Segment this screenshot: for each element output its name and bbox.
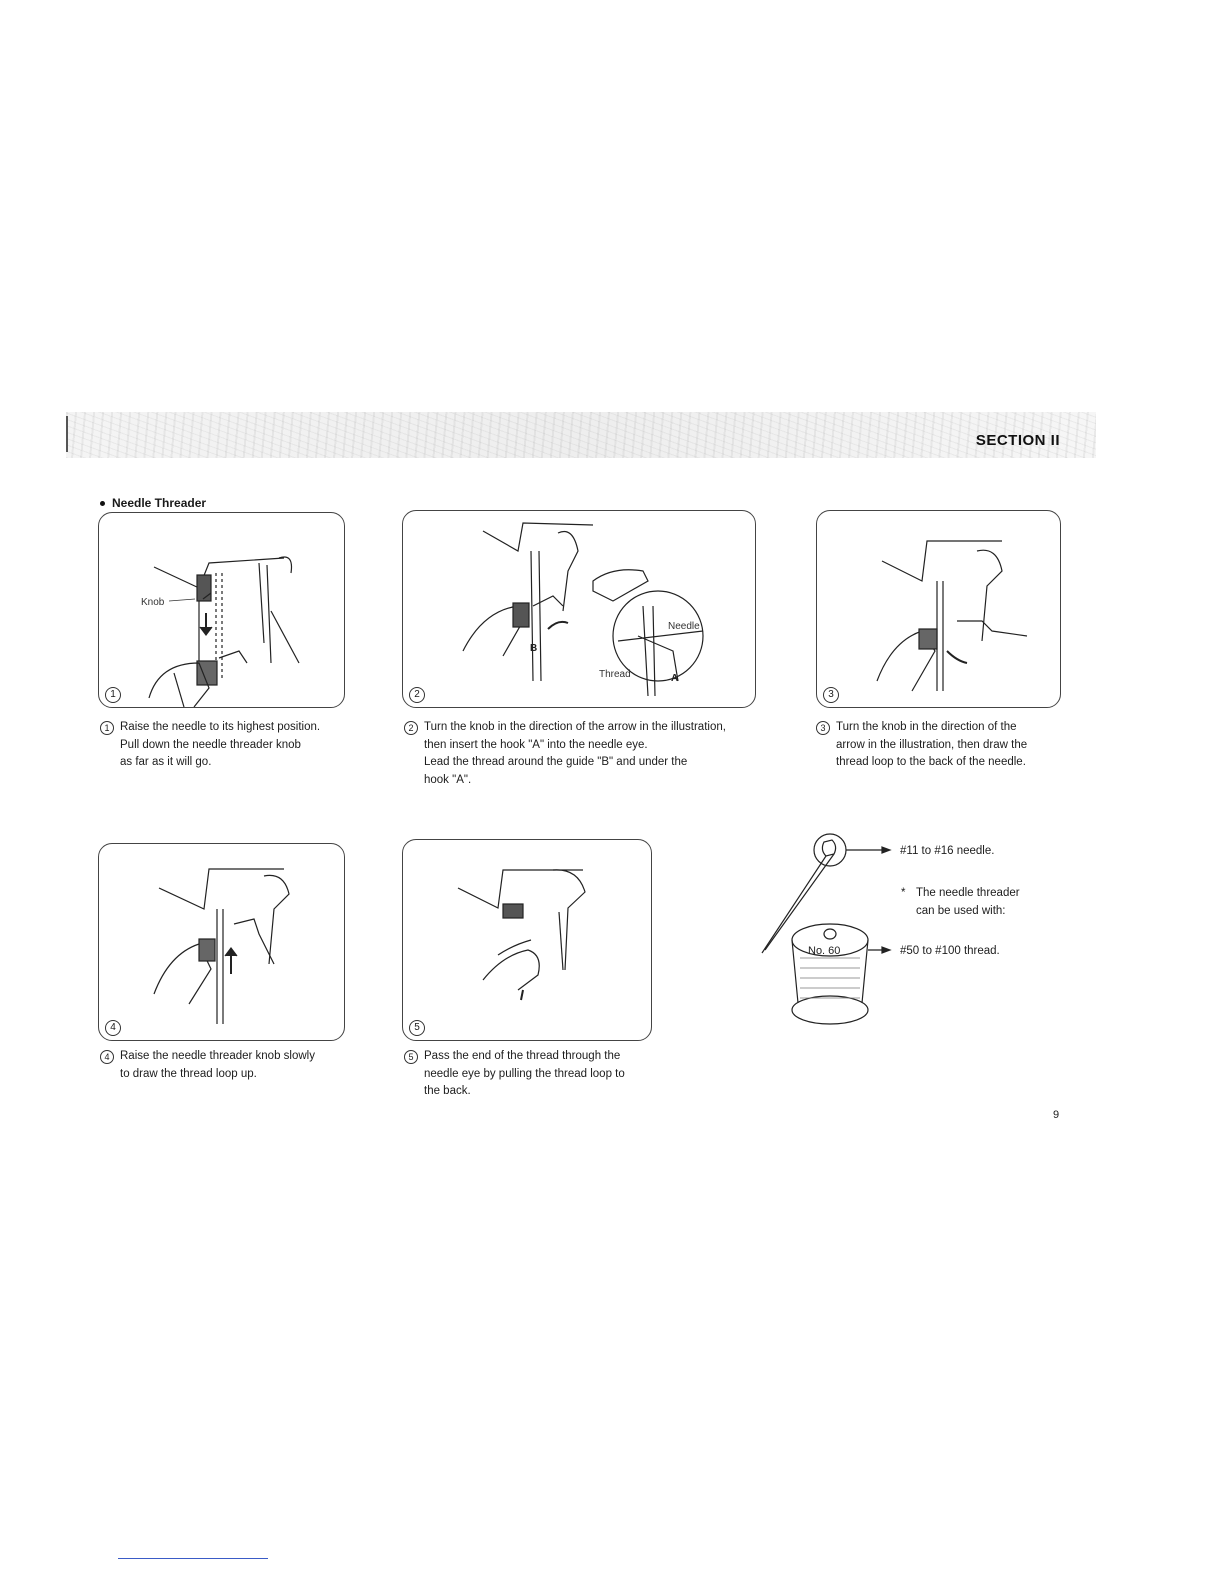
section-title: SECTION II <box>975 432 1060 449</box>
caption-1-number: 1 <box>100 721 114 735</box>
step-5-badge: 5 <box>409 1020 425 1036</box>
step-3-drawing <box>817 511 1060 707</box>
needle-size-note: #11 to #16 needle. <box>900 845 995 857</box>
step-3-badge: 3 <box>823 687 839 703</box>
asterisk-mark: * <box>901 887 906 899</box>
caption-5-number: 5 <box>404 1050 418 1064</box>
page-number: 9 <box>1053 1109 1060 1121</box>
caption-4-line-2: to draw the thread loop up. <box>120 1067 257 1080</box>
step-4-drawing <box>99 844 344 1040</box>
caption-5-line-2: needle eye by pulling the thread loop to <box>424 1067 625 1080</box>
caption-step-5 <box>404 1048 654 1101</box>
caption-5-line-1: Pass the end of the thread through the <box>424 1050 621 1062</box>
illustration-step-5 <box>402 839 652 1041</box>
illustration-step-4 <box>98 843 345 1041</box>
needle-spool-illustration <box>750 828 900 1033</box>
caption-2-line-4: hook "A". <box>424 773 472 786</box>
step-1-badge: 1 <box>105 687 121 703</box>
caption-2-number: 2 <box>404 721 418 735</box>
knob-callout: Knob <box>141 597 165 608</box>
caption-4-line-1: Raise the needle threader knob slowly <box>120 1050 315 1062</box>
caption-2-line-3: Lead the thread around the guide "B" and under the <box>424 756 688 768</box>
caption-step-4 <box>100 1048 350 1083</box>
needle-eye-circle <box>814 834 846 866</box>
caption-2-line-1: Turn the knob in the direction of the arrow in the illustration, <box>424 721 726 733</box>
caption-1-line-1: Raise the needle to its highest position. <box>120 721 321 733</box>
bullet-icon <box>100 501 105 506</box>
step-1-drawing <box>99 513 344 707</box>
caption-1-line-2: Pull down the needle threader knob <box>120 738 301 751</box>
section-header-band <box>66 412 1096 458</box>
illustration-step-1 <box>98 512 345 708</box>
illustration-step-2 <box>402 510 756 708</box>
header-edge-mark <box>66 416 68 452</box>
caption-5-line-3: the back. <box>424 1085 471 1097</box>
thread-callout: Thread <box>599 669 631 680</box>
hook-a-callout: A <box>671 673 679 684</box>
step-5-drawing <box>403 840 651 1040</box>
caption-step-2 <box>404 719 758 789</box>
caption-3-number: 3 <box>816 721 830 735</box>
guide-b-callout: B <box>530 643 538 654</box>
threader-note-line-1: The needle threader <box>916 887 1020 899</box>
heading-text: Needle Threader <box>112 496 207 510</box>
caption-3-line-1: Turn the knob in the direction of the <box>836 721 1017 733</box>
caption-1-line-3: as far as it will go. <box>120 756 212 768</box>
caption-3-line-2: arrow in the illustration, then draw the <box>836 738 1028 751</box>
illustration-step-3 <box>816 510 1061 708</box>
caption-step-1 <box>100 719 345 772</box>
thread-size-note: #50 to #100 thread. <box>900 945 1000 957</box>
caption-2-line-2: then insert the hook "A" into the needle eye. <box>424 738 648 751</box>
step-2-badge: 2 <box>409 687 425 703</box>
step-4-badge: 4 <box>105 1020 121 1036</box>
heading-needle-threader <box>100 496 206 510</box>
spool-label: No. 60 <box>808 945 841 957</box>
needle-callout: Needle <box>668 621 700 632</box>
caption-3-line-3: thread loop to the back of the needle. <box>836 756 1026 768</box>
step-2-drawing <box>403 511 755 707</box>
footer-rule <box>118 1558 268 1559</box>
threader-note-line-2: can be used with: <box>916 905 1006 917</box>
caption-4-number: 4 <box>100 1050 114 1064</box>
caption-step-3 <box>816 719 1062 772</box>
